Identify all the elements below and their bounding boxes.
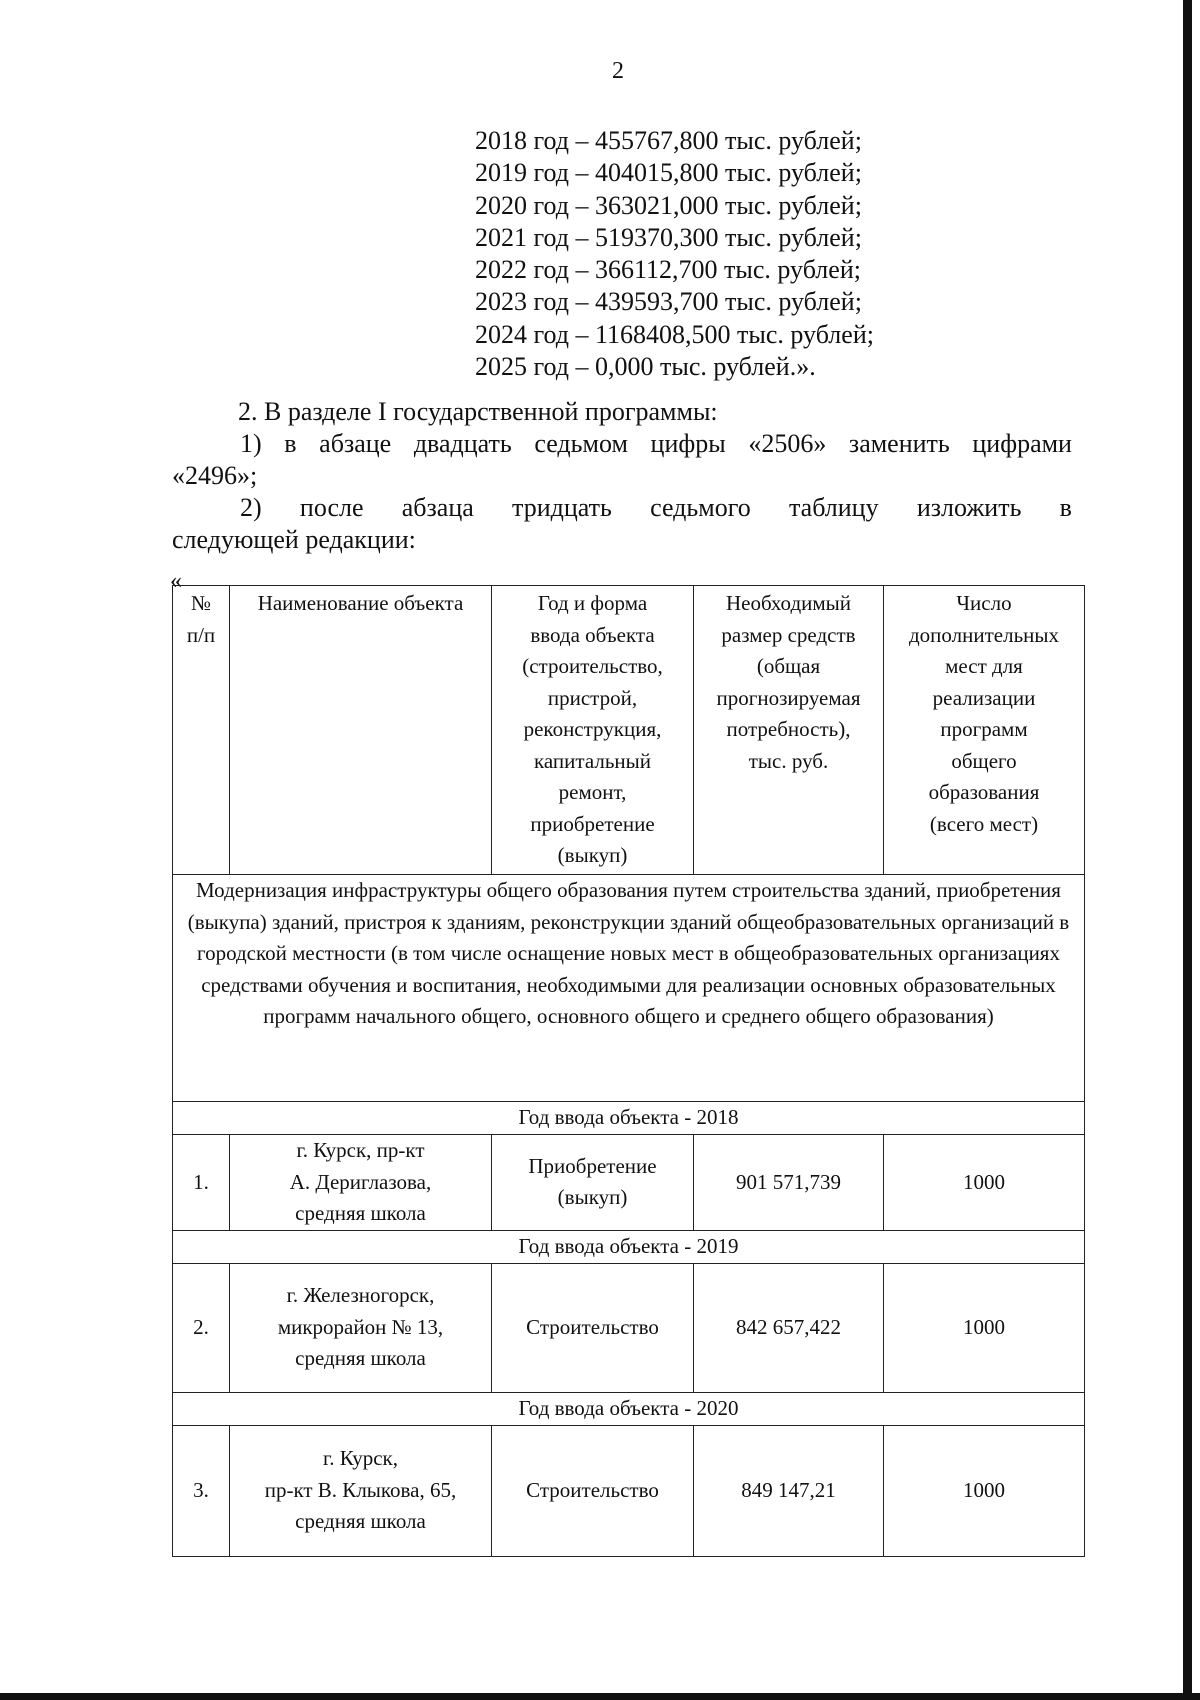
header-name: Наименование объекта (230, 586, 492, 875)
header-form: Год и форма ввода объекта (строительство, пристрой, реконструкция, капитальный ремонт, приобретение (выкуп) (492, 586, 694, 875)
table-row (173, 1135, 1085, 1231)
cell-form: Строительство (492, 1425, 694, 1556)
cell-cost: 849 147,21 (694, 1425, 884, 1556)
year-row (173, 1392, 1085, 1425)
page-number: 2 (612, 58, 624, 84)
cell-num: 2. (173, 1263, 230, 1392)
section-row (173, 875, 1085, 1102)
cell-num: 3. (173, 1425, 230, 1556)
cell-form: Строительство (492, 1263, 694, 1392)
item-2-heading: 2. В разделе I государственной программы: (238, 397, 718, 426)
cell-places: 1000 (884, 1425, 1085, 1556)
cell-name: г. Курск, пр-кт В. Клыкова, 65, средняя школа (230, 1425, 492, 1556)
year-label: Год ввода объекта - 2019 (173, 1230, 1085, 1263)
cell-places: 1000 (884, 1263, 1085, 1392)
cell-places: 1000 (884, 1135, 1085, 1231)
item-2-1-tail: «2496»; (172, 461, 258, 490)
item-2-1-line: 1) в абзаце двадцать седьмом цифры «2506» заменить цифрами (240, 429, 1072, 458)
item-2-2-line: 2) после абзаца тридцать седьмого таблицу изложить в (240, 493, 1072, 522)
scan-edge-bottom (0, 1693, 1200, 1700)
year-label: Год ввода объекта - 2020 (173, 1392, 1085, 1425)
cell-cost: 901 571,739 (694, 1135, 884, 1231)
table-header-row (173, 586, 1085, 875)
year-row (173, 1102, 1085, 1135)
table-row (173, 1425, 1085, 1556)
funding-line: 2025 год – 0,000 тыс. рублей.». (475, 352, 816, 382)
funding-line: 2022 год – 366112,700 тыс. рублей; (475, 255, 861, 285)
header-num: № п/п (173, 586, 230, 875)
opening-quote: « (170, 568, 182, 594)
section-title: Модернизация инфраструктуры общего образования путем строительства зданий, приобретения (выкупа) зданий, пристроя к зданиям, реконструкции зданий общеобразовательных организаций в городской местности (в том числе оснащение новых мест в общеобразовательных организациях средствами обучения и воспитания, необходимыми для реализации основных образовательных программ начального общего, основного общего и среднего общего образования) (173, 875, 1085, 1102)
cell-name: г. Курск, пр-кт А. Дериглазова, средняя школа (230, 1135, 492, 1231)
header-places: Число дополнительных мест для реализации программ общего образования (всего мест) (884, 586, 1085, 875)
cell-num: 1. (173, 1135, 230, 1231)
item-2-2 (172, 492, 1072, 556)
cell-name: г. Железногорск, микрорайон № 13, средняя школа (230, 1263, 492, 1392)
objects-table (172, 585, 1085, 1557)
funding-line: 2020 год – 363021,000 тыс. рублей; (475, 190, 862, 220)
item-2-1 (172, 428, 1072, 492)
year-label: Год ввода объекта - 2018 (173, 1102, 1085, 1135)
funding-line: 2024 год – 1168408,500 тыс. рублей; (475, 319, 874, 349)
item-2-2-tail: следующей редакции: (172, 525, 416, 554)
funding-list (475, 125, 874, 383)
header-cost: Необходимый размер средств (общая прогнозируемая потребность), тыс. руб. (694, 586, 884, 875)
funding-line: 2021 год – 519370,300 тыс. рублей; (475, 222, 862, 252)
scan-edge-right (1183, 0, 1192, 1700)
funding-line: 2023 год – 439593,700 тыс. рублей; (475, 287, 862, 317)
table-row (173, 1263, 1085, 1392)
cell-form: Приобретение (выкуп) (492, 1135, 694, 1231)
funding-line: 2018 год – 455767,800 тыс. рублей; (475, 126, 862, 155)
cell-cost: 842 657,422 (694, 1263, 884, 1392)
year-row (173, 1230, 1085, 1263)
funding-line: 2019 год – 404015,800 тыс. рублей; (475, 158, 862, 188)
